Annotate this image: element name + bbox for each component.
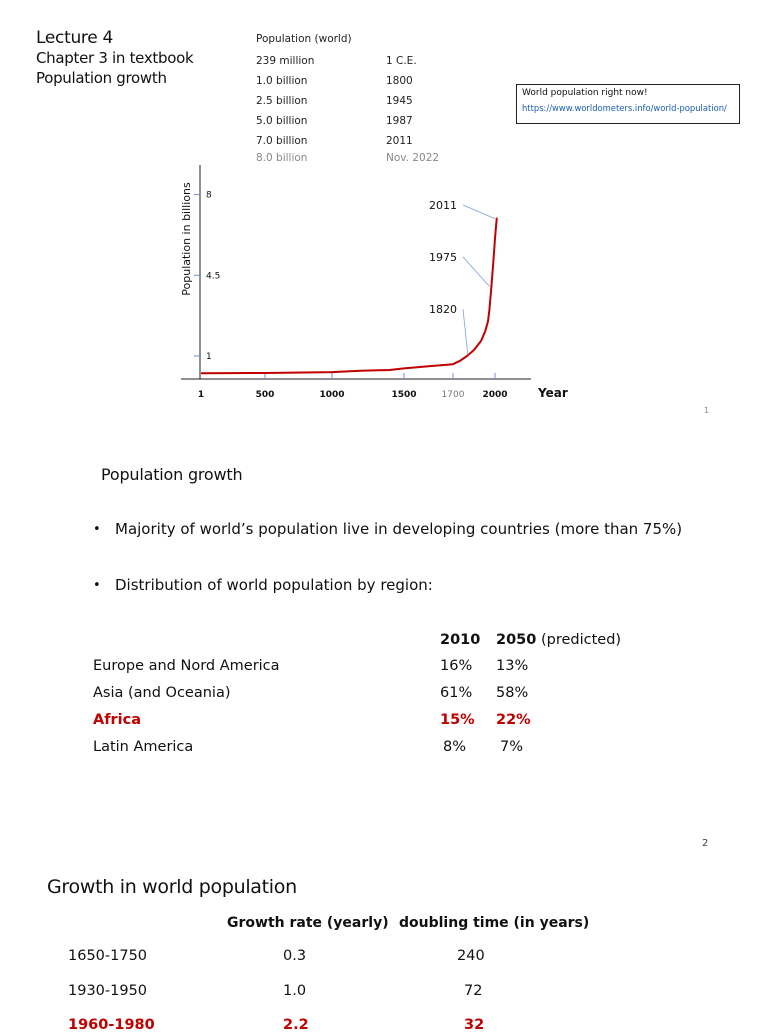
x-axis-label: Year [538,386,568,400]
bullet-text: Distribution of world population by region: [115,576,433,594]
note-title: World population right now! [522,88,648,98]
population-value: 2.5 billion [256,95,308,107]
share-2050: 13% [496,658,529,674]
y-tick-label: 8 [206,190,212,201]
population-value: 1.0 billion [256,75,308,87]
region-name: Europe and Nord America [93,658,280,674]
col-header-2050-note: (predicted) [540,632,622,648]
period-highlight: 1960-1980 [68,1017,155,1033]
year-annotation: 1975 [429,251,457,264]
share-2010: 16% [440,658,473,674]
x-tick-label: 2000 [482,390,508,400]
y-tick-label: 4.5 [206,271,221,282]
y-axis-label: Population in billions [180,182,193,296]
bullet-marker: • [93,578,101,593]
x-tick-label: 500 [255,390,275,400]
share-2010: 8% [443,739,467,755]
y-tick-label: 1 [206,351,212,362]
page-number: 1 [704,406,710,415]
population-year: 2011 [386,135,413,147]
bullet-marker: • [93,522,101,537]
growth-rate-highlight: 2.2 [283,1017,309,1033]
worldometers-link[interactable]: https://www.worldometers.info/world-population/ [522,103,727,113]
col-header-2050-year: 2050 [496,632,537,648]
population-year: Nov. 2022 [386,152,440,164]
lecture-title: Lecture 4 [36,28,114,48]
annotation-pointer [463,205,495,219]
population-year: 1 C.E. [386,55,417,67]
share-2050: 7% [500,739,524,755]
doubling-time-highlight: 32 [464,1017,485,1033]
population-chart [0,0,768,420]
region-name-highlight: Africa [93,712,142,728]
population-year: 1987 [386,115,413,127]
year-annotation: 1820 [429,303,457,316]
region-name: Asia (and Oceania) [93,685,231,701]
population-value: 239 million [256,55,315,67]
share-2010-highlight: 15% [440,712,475,728]
share-2050-highlight: 22% [496,712,531,728]
region-name: Latin America [93,739,194,755]
population-curve [201,218,497,374]
x-tick-label: 1 [197,390,205,400]
bullet-text: Majority of world’s population live in developing countries (more than 75%) [115,520,683,538]
col-header-2010: 2010 [440,632,481,648]
annotation-pointer [463,309,468,355]
population-year: 1800 [386,75,413,87]
doubling-time: 240 [457,948,485,964]
population-value: 8.0 billion [256,152,308,164]
share-2050: 58% [496,685,529,701]
growth-rate: 0.3 [283,948,307,964]
x-tick-label: 1700 [441,390,465,400]
doubling-time: 72 [464,983,483,999]
population-value: 5.0 billion [256,115,308,127]
col-header-doubling-time: doubling time (in years) [399,915,590,931]
growth-rate: 1.0 [283,983,307,999]
period: 1930-1950 [68,983,148,999]
page-number: 2 [702,838,709,849]
share-2010: 61% [440,685,473,701]
growth-title: Growth in world population [47,876,297,898]
population-table-header: Population (world) [256,33,352,45]
period: 1650-1750 [68,948,148,964]
chapter-subtitle: Chapter 3 in textbook [36,49,194,67]
population-year: 1945 [386,95,413,107]
population-value: 7.0 billion [256,135,308,147]
topic-subtitle: Population growth [36,69,167,87]
col-header-2050 [496,632,621,648]
x-tick-label: 1500 [391,390,417,400]
section-title: Population growth [101,465,243,484]
x-tick-label: 1000 [319,390,345,400]
year-annotation: 2011 [429,199,457,212]
annotation-pointer [463,257,490,286]
col-header-growth-rate: Growth rate (yearly) [227,915,389,931]
